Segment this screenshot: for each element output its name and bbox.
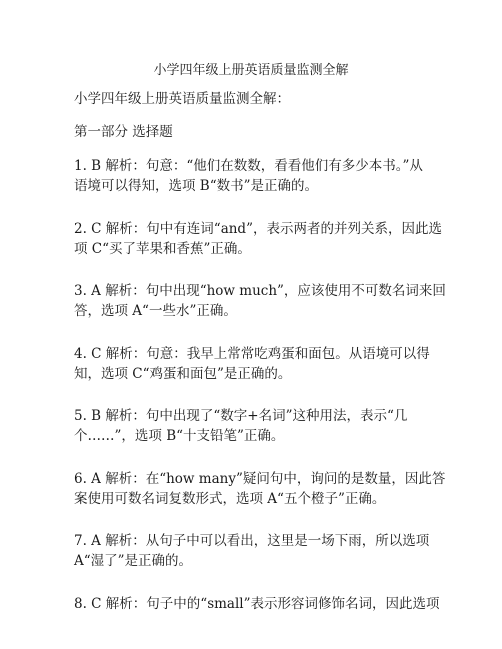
answer-line: 项 C“买了苹果和香蕉”正确。 xyxy=(74,241,251,257)
answer-line: 答，选项 A“一些水”正确。 xyxy=(74,303,237,319)
answer-line: 7. A 解析：从句子中可以看出，这里是一场下雨，所以选项 xyxy=(74,533,430,549)
answer-line: 5. B 解析：句中出现了“数字+名词”这种用法，表示“几 xyxy=(74,408,408,424)
answer-line: 3. A 解析：句中出现“how much”，应该使用不可数名词来回 xyxy=(74,283,446,299)
answer-line: 案使用可数名词复数形式，选项 A“五个橙子”正确。 xyxy=(74,491,386,507)
answer-line: 知，选项 C“鸡蛋和面包”是正确的。 xyxy=(74,366,292,382)
answer-line: 8. C 解析：句子中的“small”表示形容词修饰名词，因此选项 xyxy=(74,596,440,612)
answer-item-3 xyxy=(74,281,446,321)
intro-line: 小学四年级上册英语质量监测全解： xyxy=(74,91,290,107)
answer-item-1 xyxy=(74,156,434,196)
answer-item-4 xyxy=(74,344,434,384)
section-heading: 第一部分 选择题 xyxy=(74,124,173,140)
answer-line: 个……”，选项 B“十支铅笔”正确。 xyxy=(74,428,285,444)
answer-item-7 xyxy=(74,531,434,571)
answer-item-6 xyxy=(74,469,446,509)
answer-line: 6. A 解析：在“how many”疑问句中，询问的是数量，因此答 xyxy=(74,471,446,487)
answer-line: 1. B 解析：句意：“他们在数数，看看他们有多少本书。”从 xyxy=(74,158,423,174)
answer-line: 4. C 解析：句意：我早上常常吃鸡蛋和面包。从语境可以得 xyxy=(74,346,430,362)
answer-item-5 xyxy=(74,406,434,446)
answer-line: 语境可以得知，选项 B“数书”是正确的。 xyxy=(74,178,319,194)
document-title: 小学四年级上册英语质量监测全解 xyxy=(153,63,349,78)
answer-item-2 xyxy=(74,219,442,259)
answer-line: A“湿了”是正确的。 xyxy=(74,553,193,569)
answer-item-8 xyxy=(74,594,440,614)
answer-line: 2. C 解析：句中有连词“and”，表示两者的并列关系，因此选 xyxy=(74,221,442,237)
